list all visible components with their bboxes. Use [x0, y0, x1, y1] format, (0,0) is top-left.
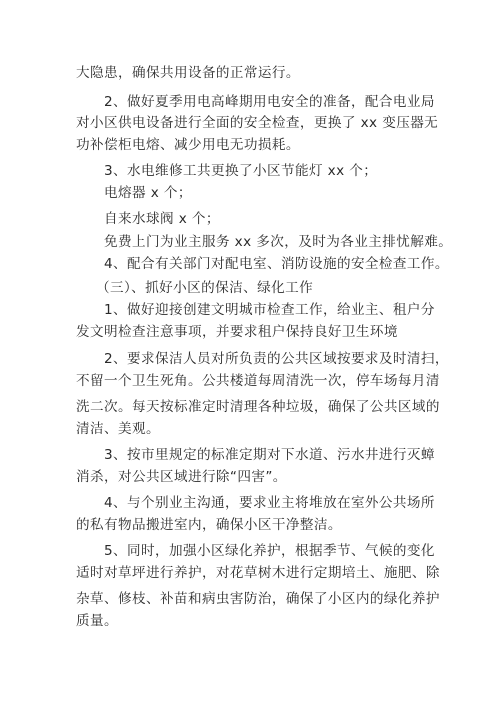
text-line: 不留一个卫生死角。公共楼道每周清洗一次，停车场每月清 — [76, 373, 440, 389]
text-line: 2、要求保洁人员对所负责的公共区域按要求及时清扫， — [104, 351, 449, 367]
text-line: 1、做好迎接创建文明城市检查工作，给业主、租户分 — [104, 302, 435, 318]
text-line: （三）、抓好小区的保洁、绿化工作 — [96, 280, 314, 296]
text-line: 适时对草坪进行养护，对花草树木进行定期培土、施肥、除 — [76, 565, 440, 581]
text-line: 功补偿柜电熔、减少用电无功损耗。 — [76, 137, 300, 153]
text-line: 4、配合有关部门对配电室、消防设施的安全检查工作。 — [104, 256, 449, 272]
text-line: 发文明检查注意事项，并要求租户保持良好卫生环境 — [76, 324, 398, 340]
text-line: 质量。 — [76, 613, 118, 629]
text-line: 5、同时，加强小区绿化养护，根据季节、气候的变化 — [104, 543, 435, 559]
text-line: 清洁、美观。 — [76, 421, 160, 437]
text-line: 4、与个别业主沟通，要求业主将堆放在室外公共场所 — [104, 495, 435, 511]
text-line: 大隐患，确保共用设备的正常运行。 — [76, 65, 300, 81]
text-line: 3、按市里规定的标准定期对下水道、污水井进行灭蟑 — [104, 447, 435, 463]
text-line: 杂草、修枝、补苗和病虫害防治，确保了小区内的绿化养护 — [76, 591, 440, 607]
text-line: 电熔器 x 个； — [104, 185, 192, 201]
text-line: 3、水电维修工共更换了小区节能灯 xx 个； — [104, 163, 378, 179]
text-line: 2、做好夏季用电高峰期用电安全的准备，配合电业局 — [104, 94, 435, 110]
text-line: 免费上门为业主服务 xx 多次，及时为各业主排忧解难。 — [104, 234, 453, 250]
text-line: 洗二次。每天按标准定时清理各种垃圾，确保了公共区域的 — [76, 399, 440, 415]
text-line: 的私有物品搬进室内，确保小区干净整洁。 — [76, 517, 342, 533]
text-line: 对小区供电设备进行全面的安全检查，更换了 xx 变压器无 — [76, 115, 439, 131]
text-line: 自来水球阀 x 个； — [104, 211, 220, 227]
text-line: 消杀，对公共区域进行除“四害”。 — [76, 469, 287, 485]
